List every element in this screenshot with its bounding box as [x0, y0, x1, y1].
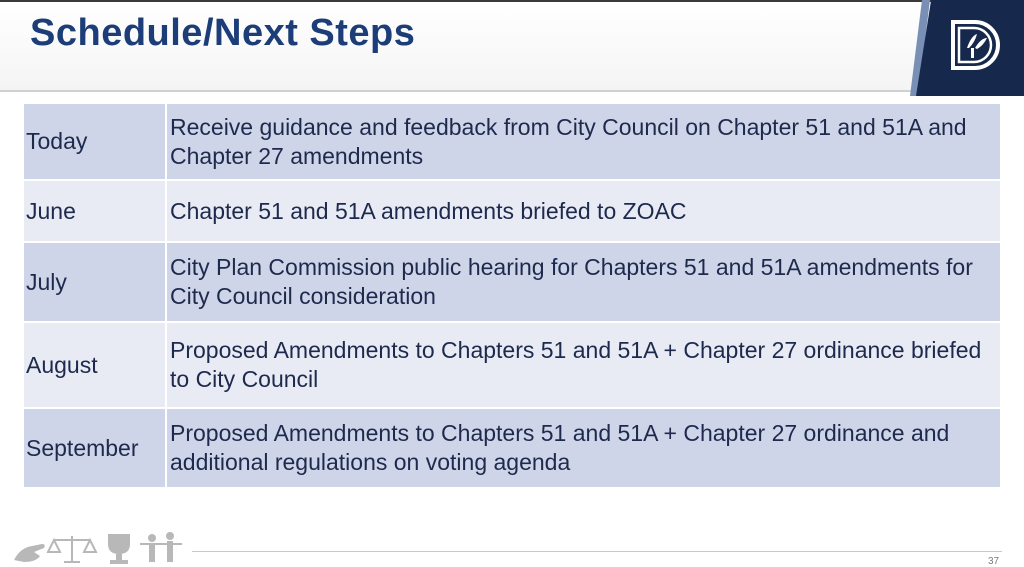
schedule-what: Proposed Amendments to Chapters 51 and 51A + Chapter 27 ordinance and additional regulations on voting agenda	[166, 408, 1000, 488]
schedule-when: September	[24, 408, 166, 488]
schedule-when: August	[24, 322, 166, 408]
schedule-when: Today	[24, 104, 166, 180]
header-divider	[0, 90, 925, 92]
schedule-what: Proposed Amendments to Chapters 51 and 51A + Chapter 27 ordinance briefed to City Council	[166, 322, 1000, 408]
table-row	[24, 322, 1000, 408]
hand-icon	[14, 544, 45, 562]
slide-header	[0, 2, 1024, 92]
table-row	[24, 408, 1000, 488]
schedule-what: City Plan Commission public hearing for Chapters 51 and 51A amendments for City Council consideration	[166, 242, 1000, 322]
schedule-when: June	[24, 180, 166, 242]
table-row	[24, 104, 1000, 180]
schedule-what: Chapter 51 and 51A amendments briefed to ZOAC	[166, 180, 1000, 242]
table-row	[24, 180, 1000, 242]
schedule-what: Receive guidance and feedback from City Council on Chapter 51 and 51A and Chapter 27 amendments	[166, 104, 1000, 180]
schedule-when: July	[24, 242, 166, 322]
scales-icon	[48, 536, 96, 562]
table-row	[24, 242, 1000, 322]
footer-divider	[192, 551, 1002, 552]
page-number: 37	[988, 556, 1000, 567]
trophy-icon	[108, 534, 130, 564]
people-icon	[140, 532, 182, 562]
slide-title: Schedule/Next Steps	[30, 12, 416, 54]
schedule-table	[24, 104, 1000, 489]
footer-icons	[10, 530, 190, 566]
city-logo-icon	[945, 14, 1007, 76]
